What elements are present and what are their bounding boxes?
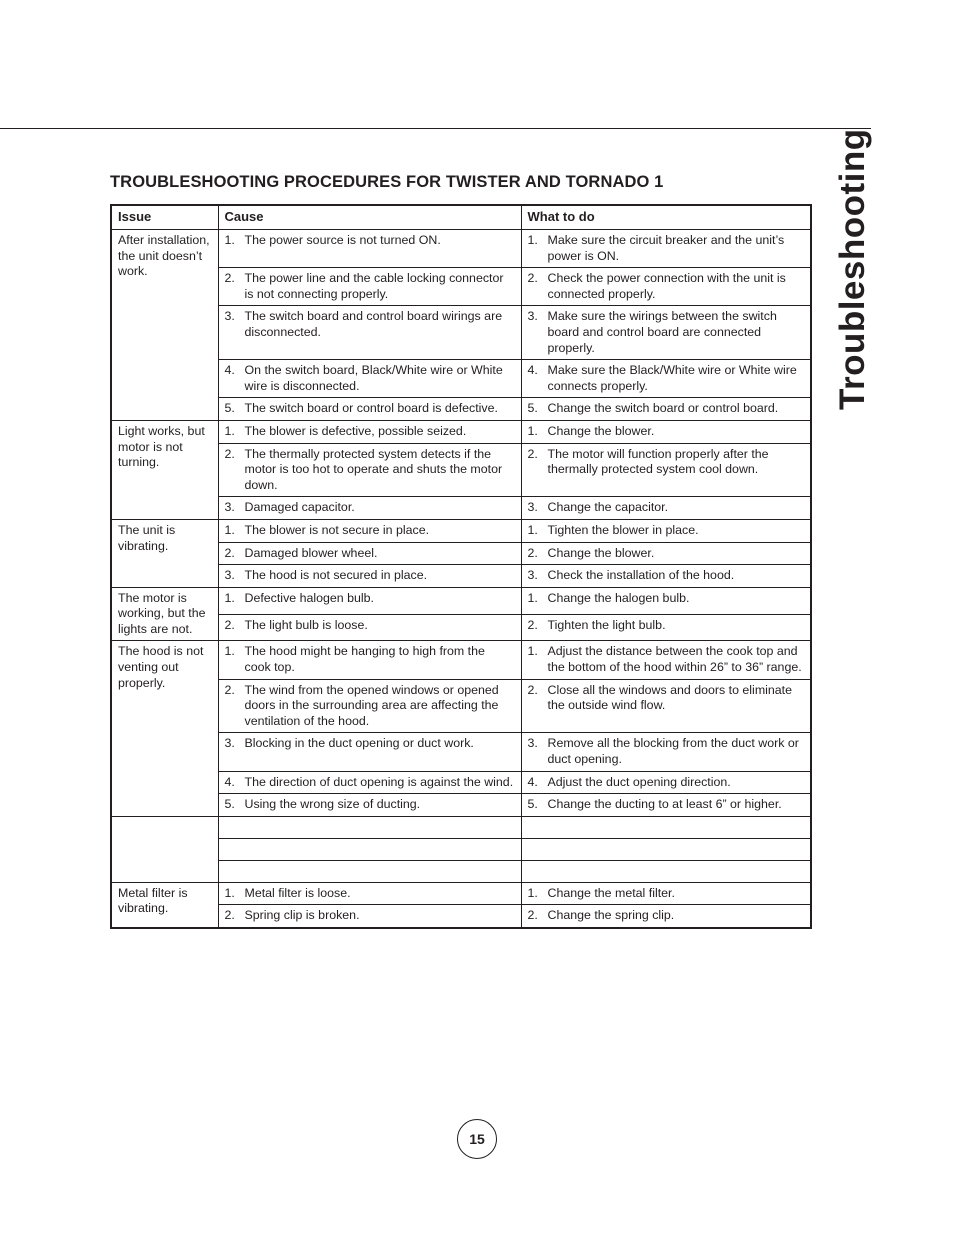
what-to-do-cell — [521, 794, 811, 817]
what-to-do-number: 1. — [527, 423, 538, 438]
what-to-do-cell — [521, 882, 811, 905]
cause-number: 1. — [224, 233, 235, 247]
what-to-do-text: Change the switch board or control board. — [547, 401, 779, 416]
cause-text: The hood might be hanging to high from the cook top. — [244, 644, 485, 675]
what-to-do-cell — [521, 641, 811, 679]
what-to-do-cell — [521, 519, 811, 542]
page-number: 15 — [457, 1119, 497, 1159]
what-to-do-cell — [521, 565, 811, 588]
issue-cell: The hood is not venting out properly. — [111, 641, 218, 816]
cause-cell — [218, 420, 521, 443]
what-to-do-number: 3. — [527, 309, 538, 324]
side-section-title: Troubleshooting — [833, 128, 872, 410]
what-to-do-number: 1. — [527, 885, 538, 900]
what-to-do-number: 5. — [527, 401, 538, 416]
cause-number: 2. — [224, 545, 235, 560]
cause-cell — [218, 838, 521, 860]
what-to-do-text: Make sure the wirings between the switch board and control board are connected properly. — [547, 309, 777, 355]
cause-cell — [218, 542, 521, 565]
cause-number: 3. — [224, 736, 235, 751]
what-to-do-text: Change the capacitor. — [547, 500, 669, 515]
what-to-do-number: 1. — [527, 233, 538, 247]
what-to-do-text: Change the blower. — [547, 423, 655, 438]
what-to-do-number: 2. — [527, 545, 538, 560]
what-to-do-text: Adjust the duct opening direction. — [547, 774, 731, 789]
cause-text: The direction of duct opening is against the wind. — [244, 774, 514, 789]
issue-cell — [111, 816, 218, 882]
what-to-do-number: 2. — [527, 908, 538, 923]
what-to-do-text: Tighten the light bulb. — [547, 617, 666, 632]
table-body — [111, 230, 811, 929]
cause-cell — [218, 614, 521, 641]
cause-text: On the switch board, Black/White wire or White wire is disconnected. — [244, 363, 503, 393]
issue-cell: After installation, the unit doesn’t work. — [111, 230, 218, 421]
issue-cell: The unit is vibrating. — [111, 519, 218, 587]
table-row — [111, 230, 811, 268]
what-to-do-text: Change the blower. — [547, 545, 655, 560]
what-to-do-cell — [521, 733, 811, 771]
cause-cell — [218, 398, 521, 421]
what-to-do-text: Check the power connection with the unit is connected properly. — [547, 271, 786, 301]
column-header-cause: Cause — [218, 205, 521, 230]
cause-cell — [218, 443, 521, 497]
cause-cell — [218, 306, 521, 360]
cause-cell — [218, 497, 521, 520]
cause-text: Damaged blower wheel. — [244, 545, 378, 560]
what-to-do-cell — [521, 360, 811, 398]
what-to-do-number: 1. — [527, 522, 538, 537]
cause-text: Metal filter is loose. — [244, 885, 351, 900]
what-to-do-cell — [521, 860, 811, 882]
cause-text: Blocking in the duct opening or duct work. — [244, 736, 474, 751]
troubleshooting-table — [110, 204, 812, 929]
cause-text: Using the wrong size of ducting. — [244, 797, 421, 812]
cause-text: The thermally protected system detects if the motor is too hot to operate and shuts the motor down. — [244, 446, 503, 492]
what-to-do-text: Change the halogen bulb. — [547, 590, 690, 605]
cause-cell — [218, 733, 521, 771]
what-to-do-number: 3. — [527, 568, 538, 583]
cause-cell — [218, 360, 521, 398]
cause-number: 3. — [224, 309, 235, 324]
cause-text: The hood is not secured in place. — [244, 568, 428, 583]
what-to-do-cell — [521, 679, 811, 733]
what-to-do-cell — [521, 268, 811, 306]
header-rule — [0, 128, 871, 129]
what-to-do-cell — [521, 497, 811, 520]
what-to-do-number: 4. — [527, 774, 538, 789]
cause-cell — [218, 565, 521, 588]
what-to-do-cell — [521, 420, 811, 443]
cause-cell — [218, 860, 521, 882]
page-heading: TROUBLESHOOTING PROCEDURES FOR TWISTER AND TORNADO 1 — [110, 173, 664, 191]
cause-number: 1. — [224, 644, 235, 659]
cause-cell — [218, 816, 521, 838]
what-to-do-number: 2. — [527, 271, 538, 286]
what-to-do-cell — [521, 306, 811, 360]
cause-number: 1. — [224, 885, 235, 900]
cause-number: 3. — [224, 568, 235, 583]
cause-text: The blower is not secure in place. — [244, 522, 430, 537]
cause-cell — [218, 882, 521, 905]
table-header-row — [111, 205, 811, 230]
cause-number: 4. — [224, 363, 235, 378]
table-row — [111, 420, 811, 443]
cause-cell — [218, 905, 521, 928]
what-to-do-text: Adjust the distance between the cook top and the bottom of the hood within 26” to 36” range. — [547, 644, 802, 675]
issue-cell: Metal filter is vibrating. — [111, 882, 218, 928]
cause-text: Defective halogen bulb. — [244, 590, 375, 605]
cause-cell — [218, 587, 521, 614]
cause-cell — [218, 771, 521, 794]
what-to-do-text: Remove all the blocking from the duct work or duct opening. — [547, 736, 799, 767]
what-to-do-text: Check the installation of the hood. — [547, 568, 735, 583]
issue-cell: Light works, but motor is not turning. — [111, 420, 218, 519]
what-to-do-number: 1. — [527, 644, 538, 659]
cause-text: Spring clip is broken. — [244, 908, 360, 923]
table-row — [111, 587, 811, 614]
cause-cell — [218, 794, 521, 817]
cause-text: The light bulb is loose. — [244, 617, 368, 632]
cause-number: 5. — [224, 401, 235, 416]
what-to-do-text: Change the ducting to at least 6” or higher. — [547, 797, 782, 812]
cause-number: 1. — [224, 522, 235, 537]
what-to-do-cell — [521, 230, 811, 268]
cause-text: The blower is defective, possible seized. — [244, 423, 467, 438]
cause-text: The wind from the opened windows or opened doors in the surrounding area are affecting the ventilation of the hood. — [244, 682, 499, 728]
cause-cell — [218, 268, 521, 306]
table-row — [111, 519, 811, 542]
what-to-do-number: 2. — [527, 617, 538, 632]
what-to-do-text: Tighten the blower in place. — [547, 522, 699, 537]
what-to-do-text: The motor will function properly after the thermally protected system cool down. — [547, 446, 769, 477]
what-to-do-number: 2. — [527, 682, 538, 697]
issue-cell: The motor is working, but the lights are not. — [111, 587, 218, 641]
column-header-what-to-do: What to do — [521, 205, 811, 230]
cause-text: Damaged capacitor. — [244, 500, 355, 515]
cause-number: 5. — [224, 797, 235, 812]
what-to-do-cell — [521, 542, 811, 565]
cause-number: 2. — [224, 908, 235, 923]
what-to-do-text: Make sure the Black/White wire or White wire connects properly. — [547, 363, 797, 393]
cause-cell — [218, 230, 521, 268]
what-to-do-number: 2. — [527, 446, 538, 461]
table-row — [111, 816, 811, 838]
table-row — [111, 882, 811, 905]
cause-text: The power line and the cable locking connector is not connecting properly. — [244, 271, 504, 301]
cause-number: 2. — [224, 617, 235, 632]
column-header-issue: Issue — [111, 205, 218, 230]
cause-number: 1. — [224, 590, 235, 605]
cause-text: The switch board or control board is defective. — [244, 401, 498, 416]
what-to-do-cell — [521, 443, 811, 497]
what-to-do-text: Change the metal filter. — [547, 885, 675, 900]
cause-text: The power source is not turned ON. — [244, 233, 441, 247]
what-to-do-number: 1. — [527, 590, 538, 605]
what-to-do-cell — [521, 905, 811, 928]
what-to-do-number: 3. — [527, 500, 538, 515]
what-to-do-cell — [521, 771, 811, 794]
what-to-do-cell — [521, 398, 811, 421]
what-to-do-number: 3. — [527, 736, 538, 751]
cause-number: 1. — [224, 423, 235, 438]
cause-cell — [218, 679, 521, 733]
cause-cell — [218, 519, 521, 542]
what-to-do-cell — [521, 838, 811, 860]
cause-text: The switch board and control board wirings are disconnected. — [244, 309, 503, 339]
what-to-do-cell — [521, 614, 811, 641]
table-row — [111, 641, 811, 679]
what-to-do-number: 4. — [527, 363, 538, 378]
cause-number: 2. — [224, 446, 235, 461]
cause-number: 3. — [224, 500, 235, 515]
cause-number: 2. — [224, 271, 235, 286]
what-to-do-text: Change the spring clip. — [547, 908, 675, 923]
cause-cell — [218, 641, 521, 679]
what-to-do-text: Make sure the circuit breaker and the unit’s power is ON. — [547, 233, 785, 263]
cause-number: 4. — [224, 774, 235, 789]
what-to-do-number: 5. — [527, 797, 538, 812]
what-to-do-cell — [521, 587, 811, 614]
cause-number: 2. — [224, 682, 235, 697]
what-to-do-text: Close all the windows and doors to eliminate the outside wind flow. — [547, 682, 793, 713]
what-to-do-cell — [521, 816, 811, 838]
